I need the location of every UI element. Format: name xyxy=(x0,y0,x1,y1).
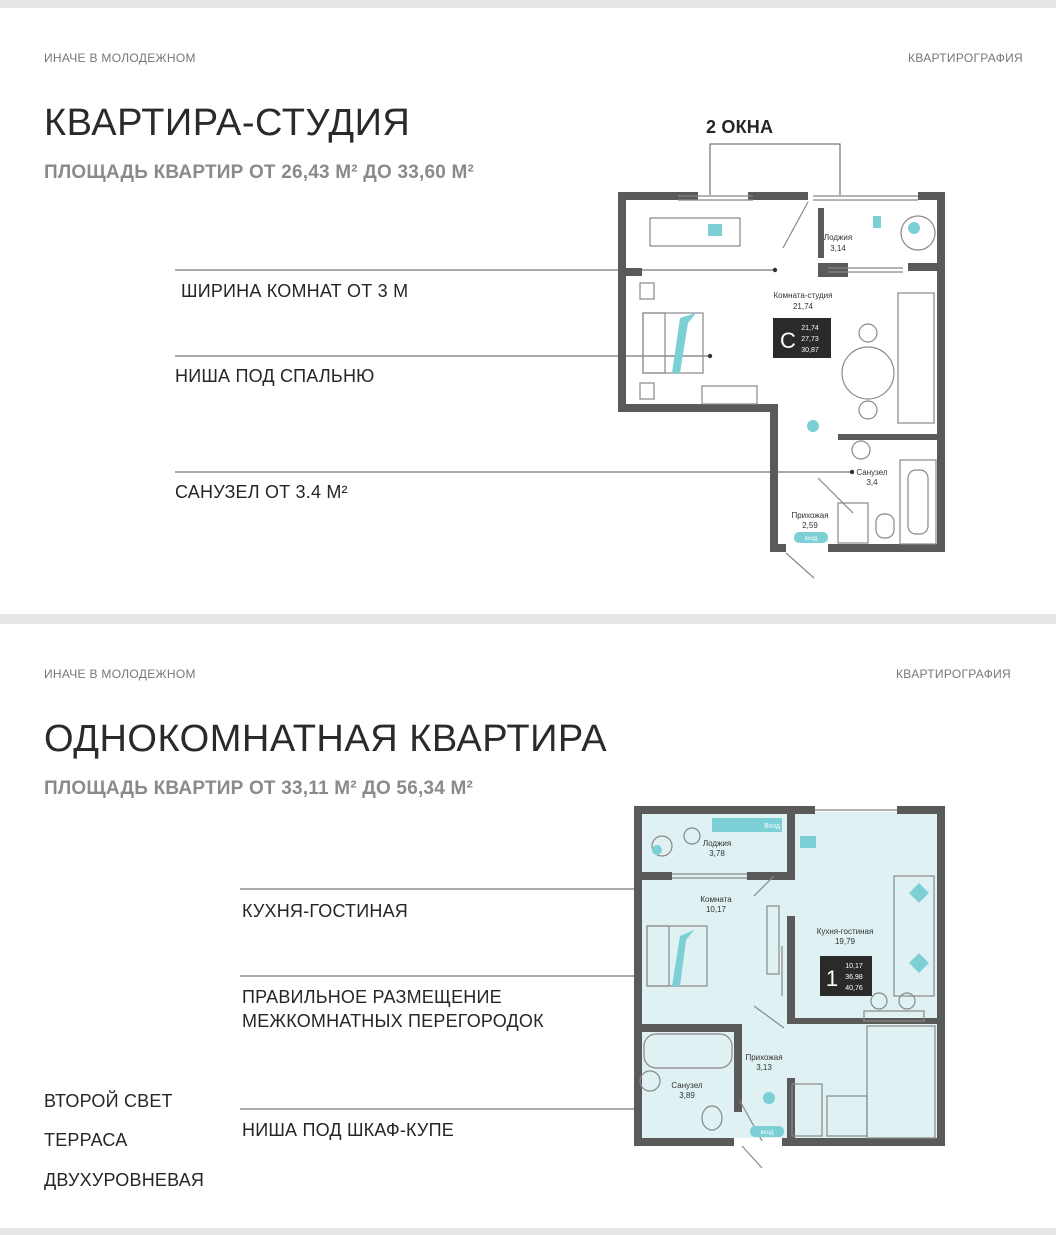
brand-left: ИНАЧЕ В МОЛОДЕЖНОМ xyxy=(44,667,196,681)
entry-tag: вход xyxy=(760,1130,774,1136)
svg-text:1: 1 xyxy=(825,966,839,991)
feature-bed-niche: НИША ПОД СПАЛЬНЮ xyxy=(175,366,375,386)
one-room-slide xyxy=(0,624,1056,1228)
bathroom-name: Санузел xyxy=(671,1081,703,1090)
svg-text:С: С xyxy=(780,328,796,353)
studio-floor-plan xyxy=(618,188,948,588)
feature-bathroom: САНУЗЕЛ ОТ 3.4 М² xyxy=(175,482,348,502)
apartment-badge xyxy=(820,956,872,996)
studio-name: Комната-студия xyxy=(773,291,833,300)
hall-area: 3,13 xyxy=(756,1063,772,1072)
bathroom-area: 3,89 xyxy=(679,1091,695,1100)
brand-right: КВАРТИРОГРАФИЯ xyxy=(896,667,1012,681)
hall-name: Прихожая xyxy=(791,511,829,520)
page-title: ОДНОКОМНАТНАЯ КВАРТИРА xyxy=(44,718,608,760)
bathroom-area: 3,4 xyxy=(866,478,878,487)
apartment-badge xyxy=(773,318,831,358)
hall-area: 2,59 xyxy=(802,521,818,530)
loggia-name: Лоджия xyxy=(702,839,732,848)
bathroom-name: Санузел xyxy=(856,468,888,477)
svg-text:30,87: 30,87 xyxy=(801,347,819,354)
loggia-area: 3,78 xyxy=(709,849,725,858)
feature-wardrobe-niche: НИША ПОД ШКАФ-КУПЕ xyxy=(242,1120,454,1140)
option-second-light: ВТОРОЙ СВЕТ xyxy=(44,1091,173,1111)
feature-kitchen-living: КУХНЯ-ГОСТИНАЯ xyxy=(242,901,408,921)
page-subtitle: ПЛОЩАДЬ КВАРТИР ОТ 26,43 М² ДО 33,60 М² xyxy=(44,162,475,183)
loggia-name: Лоджия xyxy=(823,233,853,242)
feature-partitions-line1: ПРАВИЛЬНОЕ РАЗМЕЩЕНИЕ xyxy=(242,987,502,1007)
feature-room-width: ШИРИНА КОМНАТ ОТ 3 М xyxy=(181,281,409,301)
one-room-floor-plan xyxy=(632,806,948,1168)
svg-text:36,98: 36,98 xyxy=(845,974,863,981)
option-two-level: ДВУХУРОВНЕВАЯ xyxy=(44,1170,205,1190)
page-subtitle: ПЛОЩАДЬ КВАРТИР ОТ 33,11 М² ДО 56,34 М² xyxy=(44,778,474,799)
room-area: 10,17 xyxy=(705,905,727,914)
kitchen-name: Кухня-гостиная xyxy=(816,927,874,936)
svg-text:40,76: 40,76 xyxy=(845,985,863,992)
page-title: КВАРТИРА-СТУДИЯ xyxy=(44,102,411,144)
feature-partitions-line2: МЕЖКОМНАТНЫХ ПЕРЕГОРОДОК xyxy=(242,1011,544,1031)
studio-slide xyxy=(0,8,1056,614)
studio-area: 21,74 xyxy=(792,302,814,311)
windows-label: 2 ОКНА xyxy=(706,117,774,137)
entry-tag: вход xyxy=(804,536,818,542)
brand-left: ИНАЧЕ В МОЛОДЕЖНОМ xyxy=(44,51,196,65)
svg-text:10,17: 10,17 xyxy=(845,963,863,970)
hall-name: Прихожая xyxy=(745,1053,783,1062)
option-terrace: ТЕРРАСА xyxy=(44,1130,128,1150)
loggia-area: 3,14 xyxy=(830,244,846,253)
kitchen-area: 19,79 xyxy=(834,937,856,946)
room-name: Комната xyxy=(700,895,732,904)
brand-right: КВАРТИРОГРАФИЯ xyxy=(908,51,1024,65)
svg-text:27,73: 27,73 xyxy=(801,336,819,343)
exit-tag: Вход xyxy=(764,823,780,830)
svg-text:21,74: 21,74 xyxy=(801,325,819,332)
